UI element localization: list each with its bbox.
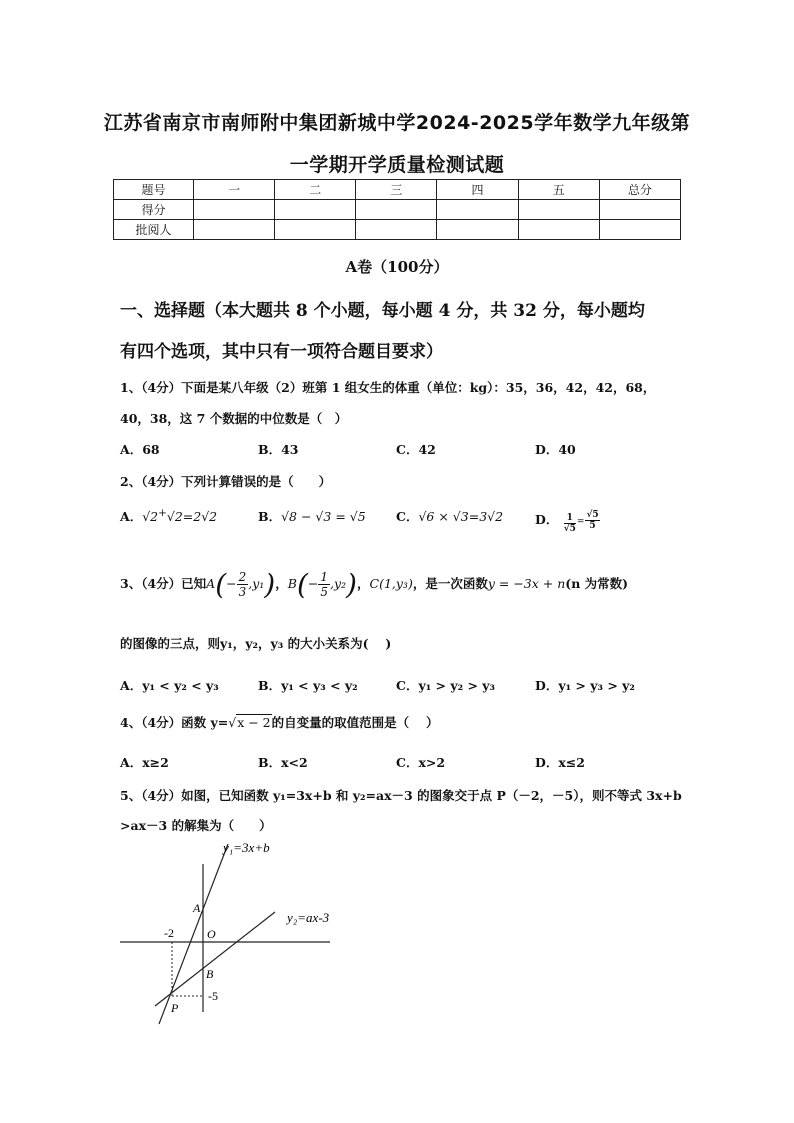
q3-stem-line2: 的图像的三点，则y₁，y₂，y₃ 的大小关系为( ) bbox=[120, 636, 392, 651]
q3-option-a: A．y₁ < y₂ < y₃ bbox=[120, 678, 219, 693]
radical: √2 bbox=[166, 509, 183, 525]
label-p: P bbox=[171, 1001, 179, 1015]
comma: ， bbox=[356, 576, 370, 591]
score-header-cell: 三 bbox=[356, 180, 437, 200]
label-y1: y₁=3x+b bbox=[223, 840, 270, 855]
q3-option-c: C．y₁ > y₂ > y₃ bbox=[396, 678, 496, 693]
q4-stem bbox=[120, 713, 439, 731]
section-heading-line1: 一、选择题（本大题共 8 个小题，每小题 4 分，共 32 分，每小题均 bbox=[120, 301, 645, 321]
q4-option-a: A．x≥2 bbox=[120, 755, 169, 770]
q3-prefix: 3、（4分）已知 bbox=[120, 576, 207, 591]
numerator: 2 bbox=[238, 570, 247, 584]
minus-sign: − bbox=[307, 576, 319, 591]
numerator: 1 bbox=[564, 513, 576, 524]
page-title-line2: 一学期开学质量检测试题 bbox=[289, 154, 505, 176]
numerator: √5 bbox=[586, 510, 599, 520]
reviewer-cell[interactable] bbox=[518, 220, 599, 240]
numerator: 1 bbox=[320, 570, 328, 584]
label-neg5: -5 bbox=[208, 989, 218, 1003]
comma: ， bbox=[275, 576, 288, 591]
times-sign: × bbox=[434, 509, 453, 524]
option-label: B． bbox=[258, 509, 282, 524]
q1-stem-line2: 40，38，这 7 个数据的中位数是（ ） bbox=[120, 411, 348, 426]
q4-option-d: D．x≤2 bbox=[535, 755, 585, 770]
score-header-cell: 题号 bbox=[114, 180, 194, 200]
option-label: A． bbox=[120, 509, 143, 525]
y-coordinate: ,y₁ bbox=[248, 576, 265, 591]
plus-sign: + bbox=[158, 507, 167, 519]
radical: √2 bbox=[487, 509, 504, 524]
q2-option-b bbox=[258, 507, 366, 525]
radical: √6 bbox=[418, 509, 435, 524]
score-header-cell: 五 bbox=[518, 180, 599, 200]
q2-option-a-expr bbox=[142, 509, 217, 524]
q1-stem-line1: 1、（4分）下面是某八年级（2）班第 1 组女生的体重（单位：kg）：35，36，42，42，68， bbox=[120, 380, 656, 395]
q2-option-d bbox=[535, 507, 601, 534]
denominator: 5 bbox=[589, 521, 596, 531]
equals-part: =3 bbox=[468, 509, 488, 524]
q2-option-c bbox=[396, 507, 503, 525]
left-paren: ( bbox=[296, 568, 308, 601]
q2-stem: 2、（4分）下列计算错误的是（ ） bbox=[120, 474, 332, 489]
fraction bbox=[237, 570, 249, 599]
q3-suffix: (n 为常数) bbox=[565, 576, 629, 591]
fraction bbox=[564, 513, 576, 534]
score-header-cell: 一 bbox=[194, 180, 275, 200]
score-cell[interactable] bbox=[356, 200, 437, 220]
point-name: B bbox=[287, 576, 297, 591]
q3-stem-line1 bbox=[120, 568, 628, 601]
linear-function: y = −3x + n bbox=[487, 576, 566, 591]
q4-option-c: C．x>2 bbox=[396, 755, 446, 770]
equals-part: =2 bbox=[182, 509, 202, 525]
left-paren: ( bbox=[215, 568, 227, 601]
q3-option-d: D．y₁ > y₃ > y₂ bbox=[535, 678, 635, 693]
q3-option-b: B．y₁ < y₃ < y₂ bbox=[258, 678, 358, 693]
score-table-header-row bbox=[114, 180, 681, 200]
volume-label: A卷（100分） bbox=[345, 258, 449, 276]
denominator: 5 bbox=[320, 585, 328, 599]
label-a: A bbox=[193, 901, 201, 915]
score-header-cell: 二 bbox=[275, 180, 356, 200]
y-coordinate: ,y₂ bbox=[330, 576, 347, 591]
q1-option-d: D．40 bbox=[535, 442, 576, 457]
option-label: D． bbox=[535, 512, 559, 527]
q1-option-a: A．68 bbox=[120, 442, 160, 457]
q3-mid-text: ，是一次函数 bbox=[412, 576, 488, 591]
section-heading-line2: 有四个选项，其中只有一项符合题目要求） bbox=[120, 342, 443, 362]
radical-sign: √ bbox=[228, 715, 237, 730]
q2-option-a bbox=[120, 507, 217, 525]
radical: √5 bbox=[349, 509, 366, 524]
label-neg2: -2 bbox=[164, 926, 174, 940]
fraction bbox=[585, 510, 599, 531]
option-label: C． bbox=[396, 509, 419, 524]
q2-option-b-expr bbox=[281, 509, 366, 524]
score-cell[interactable] bbox=[437, 200, 518, 220]
score-cell[interactable] bbox=[194, 200, 275, 220]
score-table bbox=[113, 179, 681, 240]
label-b: B bbox=[206, 967, 214, 981]
right-paren: ) bbox=[264, 568, 276, 601]
reviewer-row-label: 批阅人 bbox=[114, 220, 194, 240]
equals-sign: = bbox=[576, 517, 585, 527]
denominator: 3 bbox=[238, 585, 247, 599]
point-name: A bbox=[206, 576, 216, 591]
fraction bbox=[318, 570, 330, 599]
reviewer-cell[interactable] bbox=[437, 220, 518, 240]
label-o: O bbox=[207, 927, 216, 941]
point-a bbox=[206, 568, 276, 601]
q4-suffix: 的自变量的取值范围是（ ） bbox=[271, 715, 439, 730]
q5-stem-line1: 5、（4分）如图，已知函数 y₁=3x+b 和 y₂=ax－3 的图象交于点 P（－2，－5），则不等式 3x+b bbox=[120, 788, 682, 803]
q1-option-c: C．42 bbox=[396, 442, 436, 457]
score-header-cell: 总分 bbox=[599, 180, 680, 200]
score-cell[interactable] bbox=[599, 200, 680, 220]
minus-sign: − bbox=[226, 576, 237, 591]
q5-function-graph bbox=[115, 836, 345, 1031]
q4-prefix: 4、（4分）函数 y= bbox=[120, 715, 229, 730]
radical: √2 bbox=[142, 509, 159, 525]
score-cell[interactable] bbox=[275, 200, 356, 220]
q4-option-b: B．x<2 bbox=[258, 755, 308, 770]
radical: √2 bbox=[201, 509, 218, 525]
radical: √8 bbox=[281, 509, 297, 524]
score-header-cell: 四 bbox=[437, 180, 518, 200]
score-row-label: 得分 bbox=[114, 200, 194, 220]
reviewer-cell[interactable] bbox=[599, 220, 680, 240]
point-c: C(1,y₃) bbox=[369, 576, 413, 591]
score-cell[interactable] bbox=[518, 200, 599, 220]
q2-option-c-expr bbox=[418, 509, 503, 524]
score-row bbox=[114, 200, 681, 220]
right-paren: ) bbox=[346, 568, 357, 601]
page-title-line1: 江苏省南京市南师附中集团新城中学2024-2025学年数学九年级第 bbox=[103, 112, 691, 134]
reviewer-cell[interactable] bbox=[275, 220, 356, 240]
radical: √3 bbox=[452, 509, 469, 524]
minus-sign: − bbox=[297, 509, 316, 524]
radicand: x − 2 bbox=[237, 715, 271, 730]
q5-stem-line2: >ax－3 的解集为（ ） bbox=[120, 818, 272, 833]
label-y2: y₂=ax-3 bbox=[287, 910, 330, 925]
denominator: √5 bbox=[563, 524, 576, 534]
radical: √3 bbox=[315, 509, 332, 524]
reviewer-row bbox=[114, 220, 681, 240]
equals-sign: = bbox=[331, 509, 350, 524]
q1-option-b: B．43 bbox=[258, 442, 299, 457]
reviewer-cell[interactable] bbox=[356, 220, 437, 240]
point-b bbox=[287, 568, 357, 601]
reviewer-cell[interactable] bbox=[194, 220, 275, 240]
